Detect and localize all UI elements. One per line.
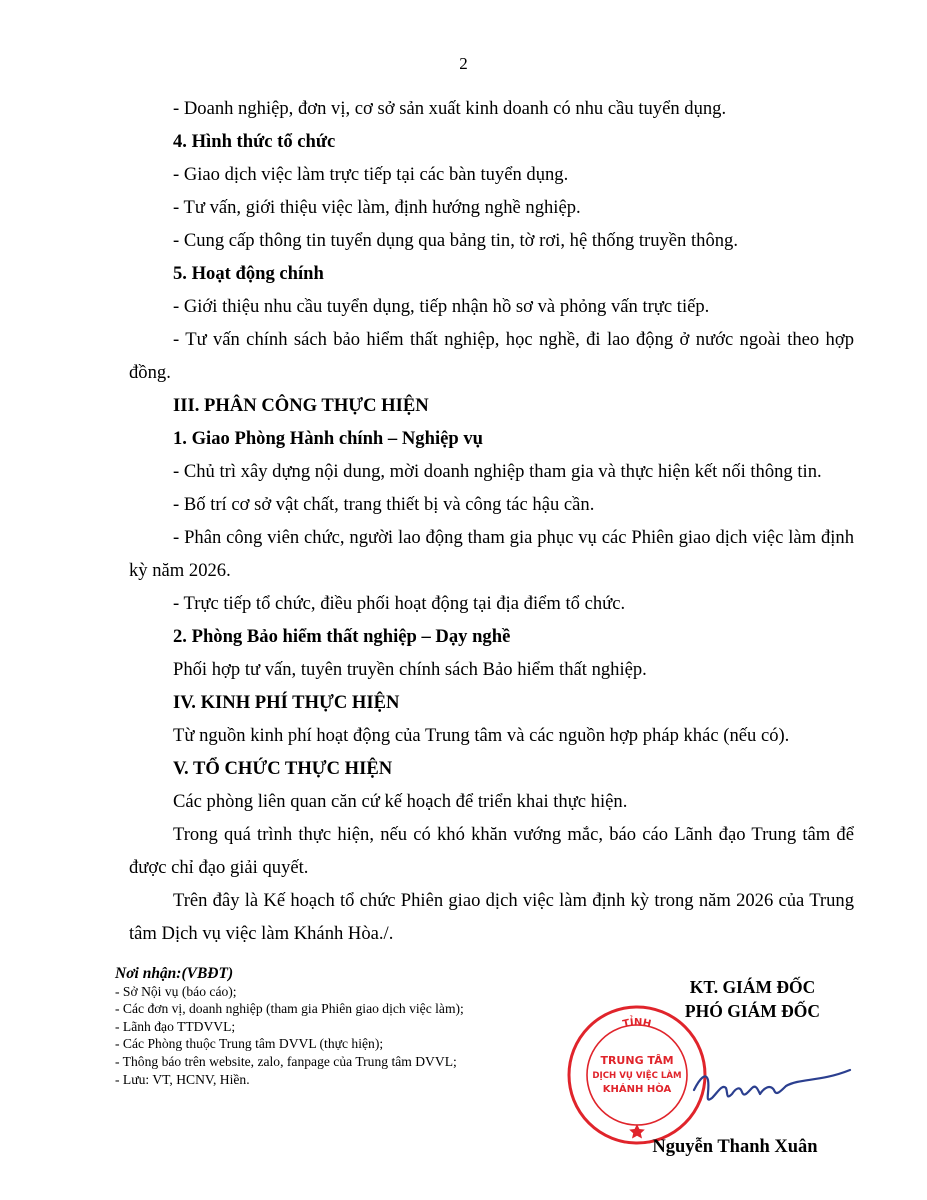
stamp-line-3: KHÁNH HÒA xyxy=(602,1084,672,1095)
section-heading: IV. KINH PHÍ THỰC HIỆN xyxy=(173,692,400,713)
paragraph: - Doanh nghiệp, đơn vị, cơ sở sản xuất kinh doanh có nhu cầu tuyển dụng. xyxy=(173,98,727,119)
stamp-line-1: TRUNG TÂM xyxy=(600,1054,674,1067)
svg-text:TỈNH xyxy=(622,1014,652,1030)
section-heading: 4. Hình thức tổ chức xyxy=(173,131,336,152)
recipient-item: - Thông báo trên website, zalo, fanpage của Trung tâm DVVL; xyxy=(115,1053,457,1069)
document-body xyxy=(129,92,854,950)
paragraph: Các phòng liên quan căn cứ kế hoạch để triển khai thực hiện. xyxy=(173,791,628,812)
recipient-item: - Sở Nội vụ (báo cáo); xyxy=(115,983,237,999)
paragraph: - Phân công viên chức, người lao động tham gia phục vụ các Phiên giao dịch việc làm định kỳ năm 2026. xyxy=(129,527,854,581)
paragraph: - Giao dịch việc làm trực tiếp tại các bàn tuyển dụng. xyxy=(173,164,569,185)
paragraph: Phối hợp tư vấn, tuyên truyền chính sách Bảo hiểm thất nghiệp. xyxy=(173,659,647,680)
recipients-title: Nơi nhận:(VBĐT) xyxy=(115,965,234,982)
recipient-item: - Các đơn vị, doanh nghiệp (tham gia Phiên giao dịch việc làm); xyxy=(115,1001,464,1017)
section-heading: V. TỔ CHỨC THỰC HIỆN xyxy=(173,758,393,779)
handwritten-signature xyxy=(690,1058,865,1118)
paragraph: - Giới thiệu nhu cầu tuyển dụng, tiếp nhận hồ sơ và phỏng vấn trực tiếp. xyxy=(173,296,710,317)
paragraph: - Trực tiếp tổ chức, điều phối hoạt động tại địa điểm tổ chức. xyxy=(173,593,626,614)
recipient-item: - Lưu: VT, HCNV, Hiền. xyxy=(115,1071,250,1087)
section-heading: III. PHÂN CÔNG THỰC HIỆN xyxy=(173,395,429,416)
paragraph: Từ nguồn kinh phí hoạt động của Trung tâm và các nguồn hợp pháp khác (nếu có). xyxy=(173,725,790,746)
section-heading: 1. Giao Phòng Hành chính – Nghiệp vụ xyxy=(173,428,483,449)
paragraph: - Cung cấp thông tin tuyển dụng qua bảng tin, tờ rơi, hệ thống truyền thông. xyxy=(173,230,739,251)
paragraph: - Tư vấn, giới thiệu việc làm, định hướng nghề nghiệp. xyxy=(173,197,581,218)
paragraph: - Chủ trì xây dựng nội dung, mời doanh nghiệp tham gia và thực hiện kết nối thông tin. xyxy=(173,461,822,482)
paragraph: - Tư vấn chính sách bảo hiểm thất nghiệp, học nghề, đi lao động ở nước ngoài theo hợp đồng. xyxy=(129,329,854,383)
section-heading: 2. Phòng Bảo hiểm thất nghiệp – Dạy nghề xyxy=(173,626,511,647)
page-number: 2 xyxy=(459,54,468,73)
recipient-item: - Các Phòng thuộc Trung tâm DVVL (thực hiện); xyxy=(115,1036,384,1052)
signer-position-line2: PHÓ GIÁM ĐỐC xyxy=(684,1001,821,1021)
paragraph: - Bố trí cơ sở vật chất, trang thiết bị và công tác hậu cần. xyxy=(173,494,595,515)
section-heading: 5. Hoạt động chính xyxy=(173,263,324,284)
stamp-line-2: DỊCH VỤ VIỆC LÀM xyxy=(592,1071,682,1081)
signer-position-line1: KT. GIÁM ĐỐC xyxy=(689,977,816,997)
recipients-block xyxy=(115,965,585,1088)
official-stamp xyxy=(566,1004,708,1146)
paragraph: Trên đây là Kế hoạch tổ chức Phiên giao dịch việc làm định kỳ trong năm 2026 của Trung tâm Dịch vụ việc làm Khánh Hòa./. xyxy=(129,890,854,944)
paragraph: Trong quá trình thực hiện, nếu có khó khăn vướng mắc, báo cáo Lãnh đạo Trung tâm để được chỉ đạo giải quyết. xyxy=(129,824,854,878)
signer-name: Nguyễn Thanh Xuân xyxy=(652,1137,818,1157)
stamp-top-text: TỈNH xyxy=(621,1017,653,1031)
recipient-item: - Lãnh đạo TTDVVL; xyxy=(115,1018,236,1034)
